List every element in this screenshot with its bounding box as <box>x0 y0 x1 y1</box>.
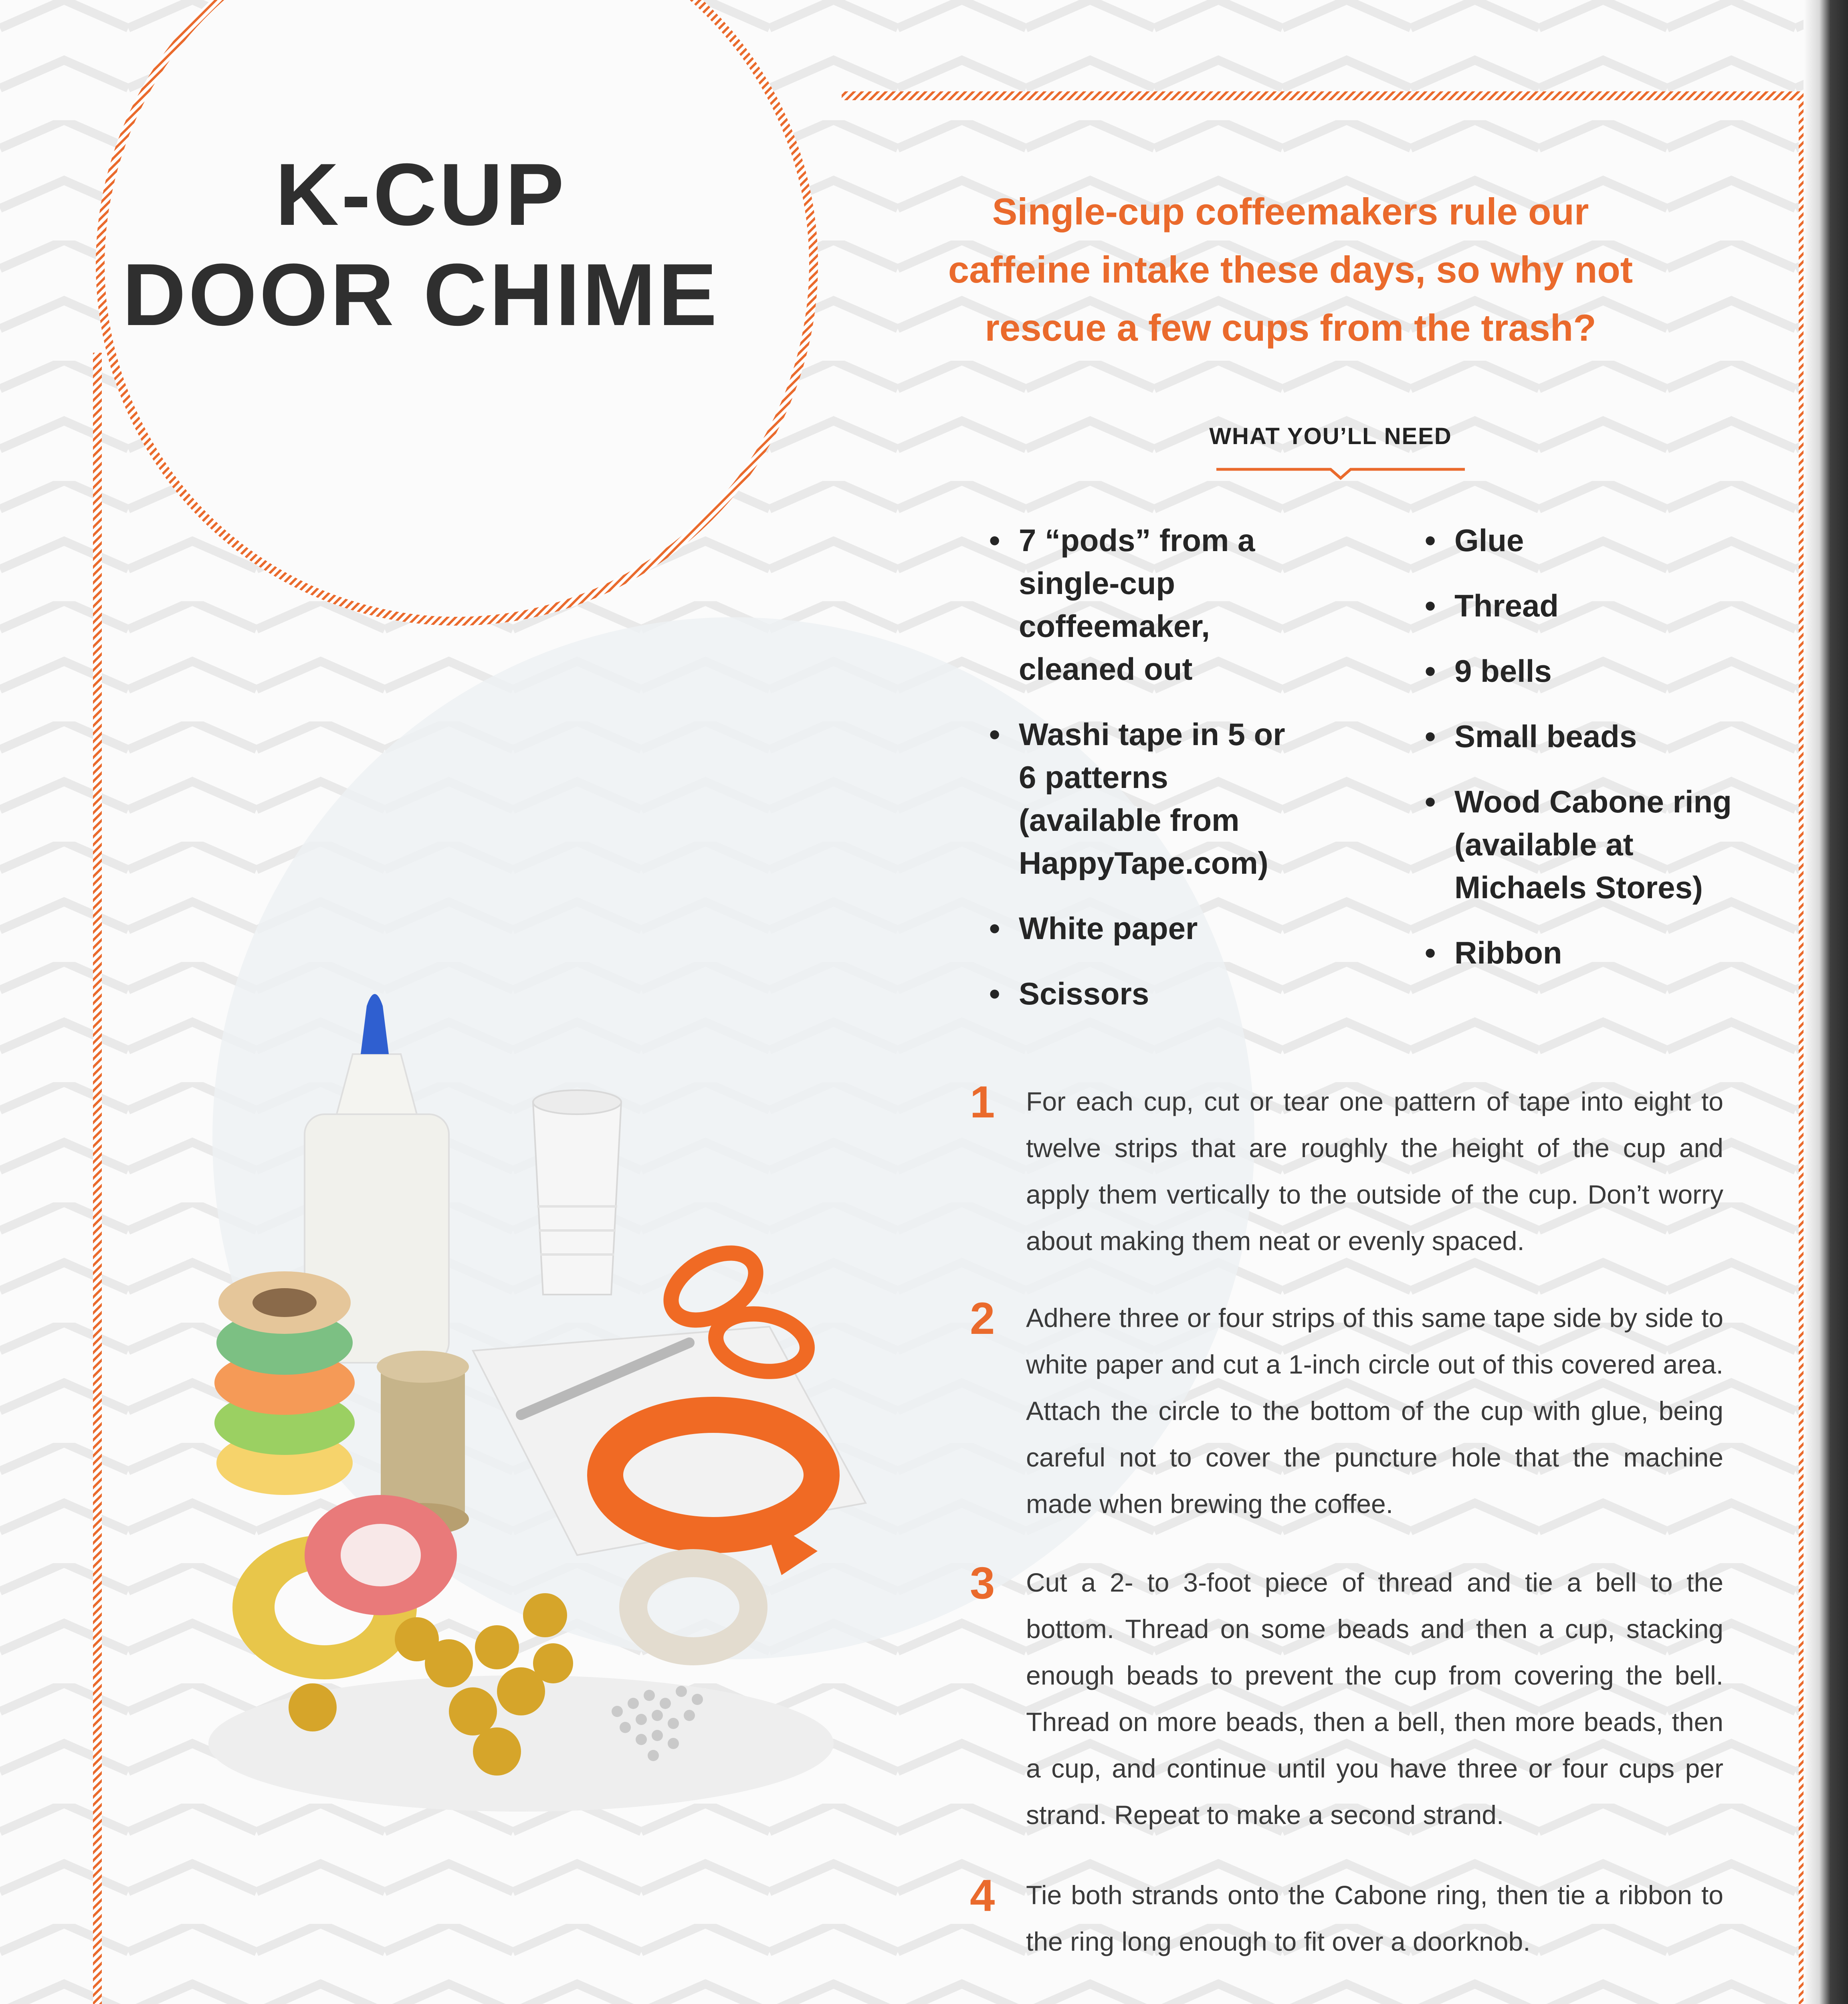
bullet-icon: • <box>989 523 1000 558</box>
wood-ring-image <box>633 1563 753 1651</box>
list-item <box>981 972 1302 1015</box>
step-text: For each cup, cut or tear one pattern of tape into eight to twelve strips that are roughly the height of the cup and apply them vertically to the outside of the cup. Don’t worry about making them neat or evenly spaced. <box>1026 1087 1723 1256</box>
supply-label: Ribbon <box>1454 935 1562 970</box>
step-number: 4 <box>970 1871 995 1921</box>
list-item <box>1417 931 1737 974</box>
step-text: Tie both strands onto the Cabone ring, then tie a ribbon to the ring long enough to fit over a doorknob. <box>1026 1880 1723 1956</box>
stacked-cups-image <box>533 1090 621 1295</box>
bullet-icon: • <box>1425 523 1436 558</box>
bullet-icon: • <box>989 717 1000 752</box>
list-item <box>1417 780 1737 909</box>
list-item <box>981 519 1302 691</box>
list-item <box>1417 519 1737 562</box>
list-item <box>1417 584 1737 627</box>
bullet-icon: • <box>1425 935 1436 970</box>
list-item <box>1417 650 1737 693</box>
supply-label: Scissors <box>1019 976 1149 1011</box>
bullet-icon: • <box>989 976 1000 1011</box>
instruction-step <box>970 1559 1723 1838</box>
bullet-icon: • <box>1425 719 1436 754</box>
supply-label: Small beads <box>1454 719 1637 754</box>
page-gutter-shadow <box>1804 0 1848 2004</box>
washi-tape-stack-image <box>214 1271 355 1495</box>
step-number: 3 <box>970 1558 995 1608</box>
supply-label: 9 bells <box>1454 653 1552 689</box>
supply-label: Wood Cabone ring (available at Michaels Stores) <box>1454 784 1732 905</box>
step-text: Adhere three or four strips of this same tape side by side to white paper and cut a 1-inch circle out of this covered area. Attach the circle to the bottom of the cup with glue, being careful not to cover the puncture hole that the machine made when brewing the coffee. <box>1026 1303 1723 1519</box>
step-number: 2 <box>970 1293 995 1343</box>
bullet-icon: • <box>1425 653 1436 689</box>
list-item <box>981 713 1302 885</box>
bullet-icon: • <box>1425 588 1436 623</box>
bullet-icon: • <box>989 911 1000 946</box>
instruction-step <box>970 1078 1723 1264</box>
step-text: Cut a 2- to 3-foot piece of thread and tie a bell to the bottom. Thread on some beads and then a cup, stacking enough beads to prevent the cup from covering the bell. Thread on more beads, then a bell, then more beads, then a cup, and continue until you have three or four cups per strand. Repeat to make a second strand. <box>1026 1568 1723 1830</box>
page-title <box>72 144 769 345</box>
supply-label: Washi tape in 5 or 6 patterns (available from HappyTape.com) <box>1019 717 1285 881</box>
instruction-step <box>970 1872 1723 1965</box>
needs-heading: WHAT YOU’LL NEED <box>1209 423 1452 449</box>
bullet-icon: • <box>1425 784 1436 819</box>
list-item <box>1417 715 1737 758</box>
supply-label: White paper <box>1019 911 1198 946</box>
title-line-2: DOOR CHIME <box>122 245 719 344</box>
instruction-step <box>970 1295 1723 1527</box>
chevron-down-underline-icon <box>1216 467 1465 483</box>
supply-label: Thread <box>1454 588 1559 623</box>
title-line-1: K-CUP <box>275 145 567 244</box>
supply-list-column-2 <box>1417 519 1737 997</box>
step-number: 1 <box>970 1077 995 1127</box>
intro-text: Single-cup coffeemakers rule our caffeine intake these days, so why not rescue a few cups from the trash? <box>948 190 1633 349</box>
list-item <box>981 907 1302 950</box>
supply-label: Glue <box>1454 523 1524 558</box>
supply-list-column-1 <box>981 519 1302 1038</box>
supplies-photo <box>192 982 894 1864</box>
supply-label: 7 “pods” from a single-cup coffeemaker, cleaned out <box>1019 523 1255 687</box>
